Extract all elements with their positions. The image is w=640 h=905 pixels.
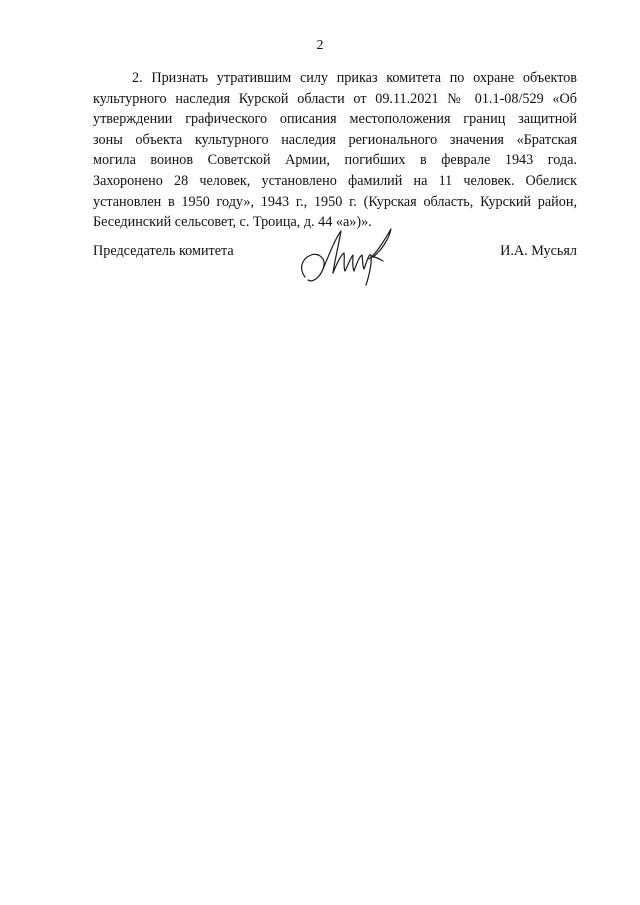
page-number: 2 — [316, 38, 324, 53]
paragraph-2 — [93, 68, 577, 233]
paragraph-line: зоны объекта культурного наследия регионального значения «Братская — [93, 131, 577, 148]
handwritten-signature-icon — [295, 225, 397, 287]
paragraph-line: Захоронено 28 человек, установлено фамилий на 11 человек. Обелиск — [93, 172, 577, 189]
paragraph-line: могила воинов Советской Армии, погибших в феврале 1943 года. — [93, 152, 577, 169]
paragraph-line: утверждении графического описания местоположения границ защитной — [93, 111, 577, 128]
paragraph-line: Бесединский сельсовет, с. Троица, д. 44 «а»)». — [93, 214, 372, 231]
paragraph-line: культурного наследия Курской области от 09.11.2021 № 01.1-08/529 «Об — [93, 90, 577, 107]
signature-block — [93, 241, 577, 301]
signer-title: Председатель комитета — [93, 243, 234, 259]
signer-name: И.А. Мусьял — [500, 243, 577, 259]
paragraph-line: 2. Признать утратившим силу приказ комитета по охране объектов — [132, 70, 577, 86]
paragraph-line: установлен в 1950 году», 1943 г., 1950 г. (Курская область, Курский район, — [93, 193, 577, 210]
